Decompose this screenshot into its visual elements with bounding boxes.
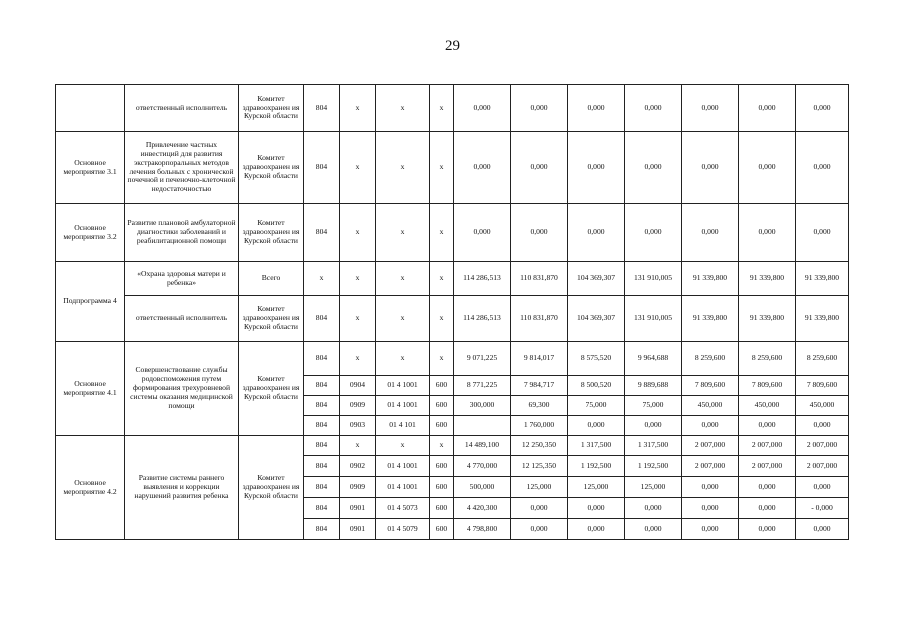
- table-cell: 110 831,870: [511, 262, 568, 296]
- table-cell: 114 286,513: [454, 296, 511, 342]
- table-cell: 0901: [340, 519, 376, 540]
- table-cell: х: [376, 296, 430, 342]
- table-cell: 450,000: [682, 396, 739, 416]
- table-cell: 4 420,300: [454, 498, 511, 519]
- table-cell: 125,000: [511, 477, 568, 498]
- table-cell: [56, 85, 125, 132]
- table-cell: 0,000: [511, 519, 568, 540]
- table-row: [56, 132, 849, 204]
- table-cell: х: [430, 436, 454, 456]
- table-cell: 0,000: [682, 132, 739, 204]
- table-cell: 01 4 1001: [376, 376, 430, 396]
- table-cell: 131 910,005: [625, 262, 682, 296]
- table-cell: 0,000: [739, 498, 796, 519]
- table-cell: х: [430, 85, 454, 132]
- table-cell: ответственный исполнитель: [125, 296, 239, 342]
- table-cell: - 0,000: [796, 498, 849, 519]
- table-cell: 0,000: [454, 204, 511, 262]
- table-cell: 0,000: [511, 85, 568, 132]
- table-cell: 0,000: [625, 498, 682, 519]
- table-cell: 75,000: [568, 396, 625, 416]
- table-cell: х: [430, 296, 454, 342]
- table-cell: Комитет здравоохранен ия Курской области: [239, 132, 304, 204]
- table-cell: 7 809,600: [682, 376, 739, 396]
- table-cell: х: [340, 436, 376, 456]
- table-cell: [454, 416, 511, 436]
- table-cell: х: [430, 204, 454, 262]
- table-cell: Совершенствование службы родовспоможения путем формирования трехуровневой системы оказания медицинской помощи: [125, 342, 239, 436]
- table-cell: 0,000: [625, 85, 682, 132]
- table-cell: 804: [304, 436, 340, 456]
- table-cell: 0,000: [625, 416, 682, 436]
- table-cell: 804: [304, 296, 340, 342]
- table-cell: 0,000: [625, 204, 682, 262]
- table-cell: Основное мероприятие 4.2: [56, 436, 125, 540]
- table-cell: 8 259,600: [739, 342, 796, 376]
- table-cell: 450,000: [796, 396, 849, 416]
- table-cell: 0,000: [739, 85, 796, 132]
- table-cell: 0,000: [682, 204, 739, 262]
- table-cell: х: [430, 342, 454, 376]
- table-cell: 0,000: [796, 132, 849, 204]
- table-cell: 0902: [340, 456, 376, 477]
- table-cell: 91 339,800: [739, 262, 796, 296]
- table-cell: х: [340, 342, 376, 376]
- table-cell: 01 4 5073: [376, 498, 430, 519]
- table-cell: 804: [304, 132, 340, 204]
- table-cell: 01 4 1001: [376, 396, 430, 416]
- table-cell: 91 339,800: [739, 296, 796, 342]
- table-cell: 2 007,000: [739, 456, 796, 477]
- table-cell: Всего: [239, 262, 304, 296]
- table-cell: 0,000: [511, 498, 568, 519]
- table-cell: 1 760,000: [511, 416, 568, 436]
- table-cell: 0,000: [739, 204, 796, 262]
- table-cell: 804: [304, 456, 340, 477]
- table-cell: х: [376, 204, 430, 262]
- table-cell: 4 798,800: [454, 519, 511, 540]
- table-cell: х: [376, 342, 430, 376]
- table-cell: 600: [430, 416, 454, 436]
- table-row: [56, 342, 849, 376]
- table-cell: 600: [430, 396, 454, 416]
- table-cell: 9 814,017: [511, 342, 568, 376]
- table-cell: Развитие плановой амбулаторной диагностики заболеваний и реабилитационной помощи: [125, 204, 239, 262]
- table-cell: 114 286,513: [454, 262, 511, 296]
- table-cell: 0,000: [568, 204, 625, 262]
- table-cell: 600: [430, 456, 454, 477]
- table-cell: 14 489,100: [454, 436, 511, 456]
- table-cell: х: [376, 436, 430, 456]
- table-cell: 91 339,800: [682, 296, 739, 342]
- table-cell: 0,000: [796, 85, 849, 132]
- table-cell: х: [430, 262, 454, 296]
- table-cell: 804: [304, 519, 340, 540]
- table-cell: 12 250,350: [511, 436, 568, 456]
- table-cell: х: [340, 262, 376, 296]
- table-cell: Привлечение частных инвестиций для развития экстракорпоральных методов лечения больных с хронической почечной и печеночно-клеточной недостаточностью: [125, 132, 239, 204]
- table-cell: 0,000: [625, 132, 682, 204]
- table-cell: 804: [304, 342, 340, 376]
- table-cell: 12 125,350: [511, 456, 568, 477]
- table-cell: 2 007,000: [796, 456, 849, 477]
- table-cell: х: [340, 204, 376, 262]
- table-cell: х: [340, 296, 376, 342]
- table-cell: 01 4 101: [376, 416, 430, 436]
- table-cell: 0909: [340, 477, 376, 498]
- table-cell: 110 831,870: [511, 296, 568, 342]
- table-cell: 0903: [340, 416, 376, 436]
- table-cell: 0,000: [682, 477, 739, 498]
- table-cell: 804: [304, 498, 340, 519]
- table-cell: 600: [430, 498, 454, 519]
- table-cell: 0909: [340, 396, 376, 416]
- table-cell: 300,000: [454, 396, 511, 416]
- table-cell: 804: [304, 204, 340, 262]
- table-cell: 0,000: [682, 519, 739, 540]
- table-cell: 7 809,600: [796, 376, 849, 396]
- table-cell: 804: [304, 477, 340, 498]
- table-cell: 2 007,000: [682, 436, 739, 456]
- table-cell: 1 192,500: [568, 456, 625, 477]
- table-cell: 104 369,307: [568, 296, 625, 342]
- table-cell: 0,000: [568, 498, 625, 519]
- table-cell: 69,300: [511, 396, 568, 416]
- table-cell: 0,000: [511, 132, 568, 204]
- table-cell: 0904: [340, 376, 376, 396]
- table-cell: Основное мероприятие 3.2: [56, 204, 125, 262]
- table-cell: 0,000: [568, 132, 625, 204]
- table-cell: 0,000: [796, 519, 849, 540]
- table-cell: 75,000: [625, 396, 682, 416]
- table-cell: х: [340, 85, 376, 132]
- table-cell: 0,000: [454, 132, 511, 204]
- table-row: [56, 85, 849, 132]
- table-cell: 600: [430, 376, 454, 396]
- table-cell: 125,000: [568, 477, 625, 498]
- table-cell: 4 770,000: [454, 456, 511, 477]
- table-cell: Комитет здравоохранен ия Курской области: [239, 436, 304, 540]
- table-cell: 01 4 5079: [376, 519, 430, 540]
- table-cell: 0,000: [796, 416, 849, 436]
- table-cell: Комитет здравоохранен ия Курской области: [239, 296, 304, 342]
- table-cell: 1 192,500: [625, 456, 682, 477]
- table-cell: 91 339,800: [796, 262, 849, 296]
- table-cell: 0,000: [511, 204, 568, 262]
- table-cell: х: [376, 262, 430, 296]
- table-cell: 0,000: [682, 85, 739, 132]
- table-cell: 804: [304, 396, 340, 416]
- table-cell: 0901: [340, 498, 376, 519]
- table-cell: Основное мероприятие 4.1: [56, 342, 125, 436]
- table-cell: 2 007,000: [682, 456, 739, 477]
- table-cell: 7 809,600: [739, 376, 796, 396]
- table-cell: 0,000: [739, 477, 796, 498]
- table-cell: 91 339,800: [682, 262, 739, 296]
- table-cell: 9 889,688: [625, 376, 682, 396]
- table-cell: 600: [430, 519, 454, 540]
- table-cell: х: [430, 132, 454, 204]
- table-row: [56, 436, 849, 456]
- table-cell: Развитие системы раннего выявления и коррекции нарушений развития ребенка: [125, 436, 239, 540]
- table-cell: 0,000: [568, 85, 625, 132]
- table-cell: 0,000: [739, 416, 796, 436]
- table-cell: х: [376, 132, 430, 204]
- table-cell: х: [304, 262, 340, 296]
- table-cell: 450,000: [739, 396, 796, 416]
- table-cell: 0,000: [682, 416, 739, 436]
- table-cell: 0,000: [682, 498, 739, 519]
- table-cell: 0,000: [739, 132, 796, 204]
- table-row: [56, 204, 849, 262]
- table-cell: 104 369,307: [568, 262, 625, 296]
- table-cell: 500,000: [454, 477, 511, 498]
- table-cell: Подпрограмма 4: [56, 262, 125, 342]
- table-cell: 0,000: [568, 416, 625, 436]
- table-cell: 131 910,005: [625, 296, 682, 342]
- table-cell: 8 771,225: [454, 376, 511, 396]
- table-row: [56, 296, 849, 342]
- table-cell: 2 007,000: [796, 436, 849, 456]
- table-cell: 0,000: [796, 477, 849, 498]
- table-cell: 0,000: [739, 519, 796, 540]
- table-cell: Комитет здравоохранен ия Курской области: [239, 85, 304, 132]
- table-cell: 1 317,500: [625, 436, 682, 456]
- table-row: [56, 262, 849, 296]
- table-cell: Основное мероприятие 3.1: [56, 132, 125, 204]
- table-cell: 8 259,600: [682, 342, 739, 376]
- table-cell: ответственный исполнитель: [125, 85, 239, 132]
- table-cell: 8 575,520: [568, 342, 625, 376]
- table-cell: 125,000: [625, 477, 682, 498]
- table-cell: «Охрана здоровья матери и ребенка»: [125, 262, 239, 296]
- table-cell: 0,000: [454, 85, 511, 132]
- table-cell: 0,000: [796, 204, 849, 262]
- table-cell: 1 317,500: [568, 436, 625, 456]
- table-cell: Комитет здравоохранен ия Курской области: [239, 342, 304, 436]
- table-cell: 0,000: [568, 519, 625, 540]
- table-cell: 91 339,800: [796, 296, 849, 342]
- table-cell: 600: [430, 477, 454, 498]
- table-cell: 9 964,688: [625, 342, 682, 376]
- table-cell: 9 071,225: [454, 342, 511, 376]
- table-cell: 01 4 1001: [376, 456, 430, 477]
- table-cell: 804: [304, 85, 340, 132]
- table-cell: 804: [304, 376, 340, 396]
- table-cell: х: [376, 85, 430, 132]
- table-cell: 01 4 1001: [376, 477, 430, 498]
- page-number: 29: [445, 38, 460, 54]
- table-cell: 8 500,520: [568, 376, 625, 396]
- table-cell: х: [340, 132, 376, 204]
- table-cell: 0,000: [625, 519, 682, 540]
- table-cell: 804: [304, 416, 340, 436]
- table-cell: 7 984,717: [511, 376, 568, 396]
- table-cell: 2 007,000: [739, 436, 796, 456]
- table-cell: 8 259,600: [796, 342, 849, 376]
- budget-table: [55, 84, 849, 540]
- table-cell: Комитет здравоохранен ия Курской области: [239, 204, 304, 262]
